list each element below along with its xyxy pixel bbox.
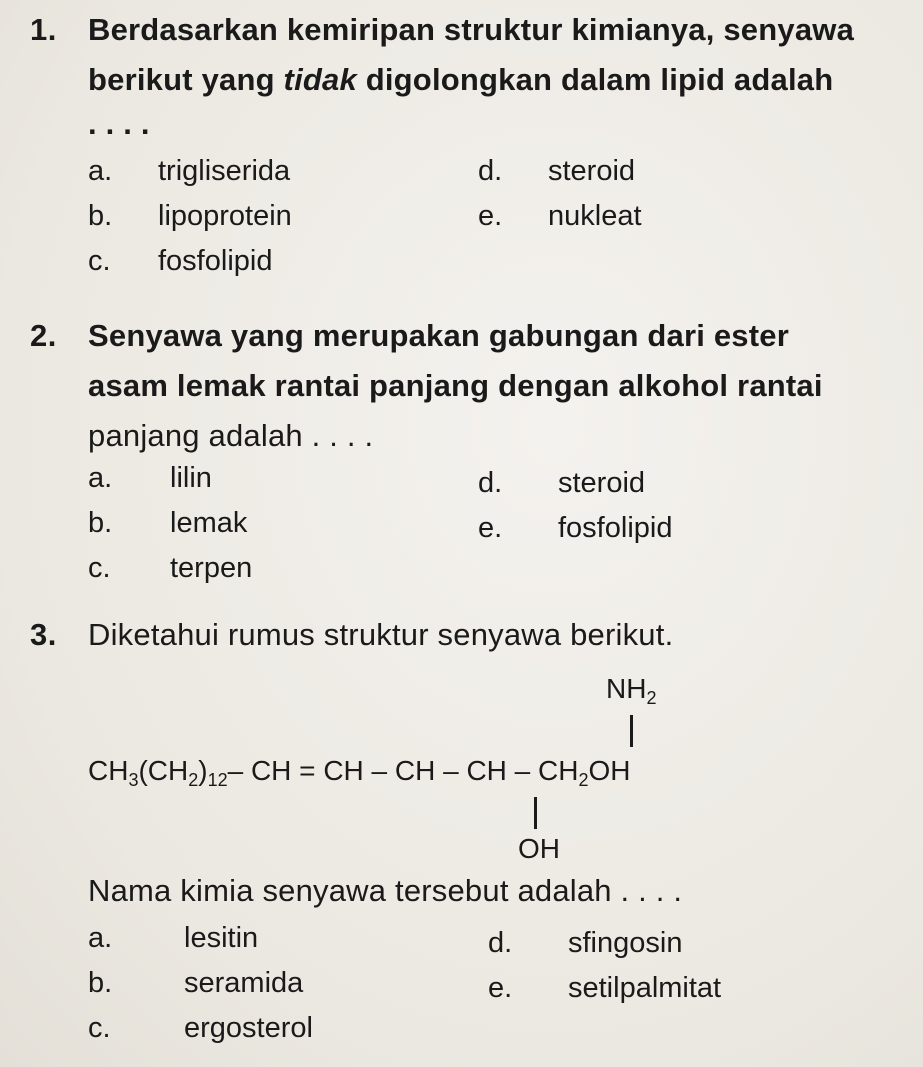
- q1-option-b[interactable]: [88, 200, 292, 233]
- option-text: lilin: [170, 462, 212, 494]
- q2-option-c[interactable]: [88, 552, 252, 585]
- question-1-number: 1.: [30, 12, 57, 47]
- formula-oh: OH: [518, 833, 560, 864]
- q3-option-a[interactable]: [88, 922, 258, 955]
- question-3-line-2: Nama kimia senyawa tersebut adalah . . . .: [88, 873, 683, 908]
- option-letter: d.: [478, 155, 503, 187]
- formula-sub3: 3: [128, 770, 139, 790]
- q1-option-d[interactable]: [478, 155, 635, 188]
- q3-option-d[interactable]: [488, 927, 682, 960]
- option-letter: d.: [478, 467, 503, 499]
- option-letter: e.: [488, 972, 513, 1004]
- option-text: ergosterol: [184, 1012, 313, 1044]
- formula-main-chain: [88, 755, 631, 791]
- option-letter: a.: [88, 155, 113, 187]
- option-text: steroid: [558, 467, 646, 499]
- question-1-line-2: [88, 62, 833, 98]
- option-letter: b.: [88, 507, 113, 539]
- option-text: sfingosin: [568, 927, 683, 959]
- option-text: setilpalmitat: [568, 972, 722, 1004]
- q3-option-e[interactable]: [488, 972, 721, 1005]
- option-letter: a.: [88, 462, 113, 494]
- option-letter: c.: [88, 552, 111, 584]
- option-letter: a.: [88, 922, 113, 954]
- option-text: lesitin: [184, 922, 259, 954]
- option-text: fosfolipid: [158, 245, 273, 277]
- q2-option-b[interactable]: [88, 507, 247, 540]
- option-text: fosfolipid: [558, 512, 673, 544]
- question-1-line-2b: digolongkan dalam lipid adalah: [356, 62, 834, 97]
- question-2-line-1: Senyawa yang merupakan gabungan dari ester: [88, 318, 789, 353]
- q3-option-b[interactable]: [88, 967, 303, 1000]
- question-1-line-2a: berikut yang: [88, 62, 284, 97]
- formula-sub2: 2: [188, 770, 199, 790]
- bond-nh2: [630, 715, 633, 747]
- q2-option-d[interactable]: [478, 467, 645, 500]
- option-text: terpen: [170, 552, 253, 584]
- option-letter: e.: [478, 512, 503, 544]
- option-letter: b.: [88, 967, 113, 999]
- formula-oh-end: OH: [588, 755, 631, 786]
- formula-nh2: [606, 673, 656, 709]
- question-3-line-1: Diketahui rumus struktur senyawa berikut.: [88, 617, 674, 652]
- q3-option-c[interactable]: [88, 1012, 313, 1045]
- option-text: trigliserida: [158, 155, 291, 187]
- option-letter: d.: [488, 927, 513, 959]
- formula-sub2b: 2: [578, 770, 589, 790]
- option-letter: c.: [88, 245, 111, 277]
- question-1-emphasis: tidak: [283, 62, 357, 97]
- option-letter: e.: [478, 200, 503, 232]
- q1-option-e[interactable]: [478, 200, 642, 233]
- option-letter: b.: [88, 200, 113, 232]
- question-1-ellipsis: . . . .: [88, 106, 150, 141]
- bond-oh: [534, 797, 537, 829]
- formula-nh-sub: 2: [646, 688, 657, 708]
- q2-option-e[interactable]: [478, 512, 672, 545]
- question-2-line-3: panjang adalah . . . .: [88, 418, 374, 453]
- formula-close: ): [198, 755, 208, 786]
- formula-rest: – CH = CH – CH – CH – CH: [227, 755, 579, 786]
- structural-formula: [88, 665, 848, 875]
- formula-ch2: (CH: [138, 755, 189, 786]
- q2-option-a[interactable]: [88, 462, 212, 495]
- formula-ch3: CH: [88, 755, 129, 786]
- question-2-number: 2.: [30, 318, 57, 353]
- formula-sub12: 12: [207, 770, 228, 790]
- question-3-number: 3.: [30, 617, 57, 652]
- option-text: lipoprotein: [158, 200, 292, 232]
- formula-nh-text: NH: [606, 673, 647, 704]
- option-text: lemak: [170, 507, 248, 539]
- option-text: nukleat: [548, 200, 642, 232]
- q1-option-c[interactable]: [88, 245, 272, 278]
- question-2-line-2: asam lemak rantai panjang dengan alkohol rantai: [88, 368, 823, 403]
- option-letter: c.: [88, 1012, 111, 1044]
- option-text: seramida: [184, 967, 304, 999]
- question-1-line-1: Berdasarkan kemiripan struktur kimianya, senyawa: [88, 12, 855, 47]
- option-text: steroid: [548, 155, 636, 187]
- q1-option-a[interactable]: [88, 155, 290, 188]
